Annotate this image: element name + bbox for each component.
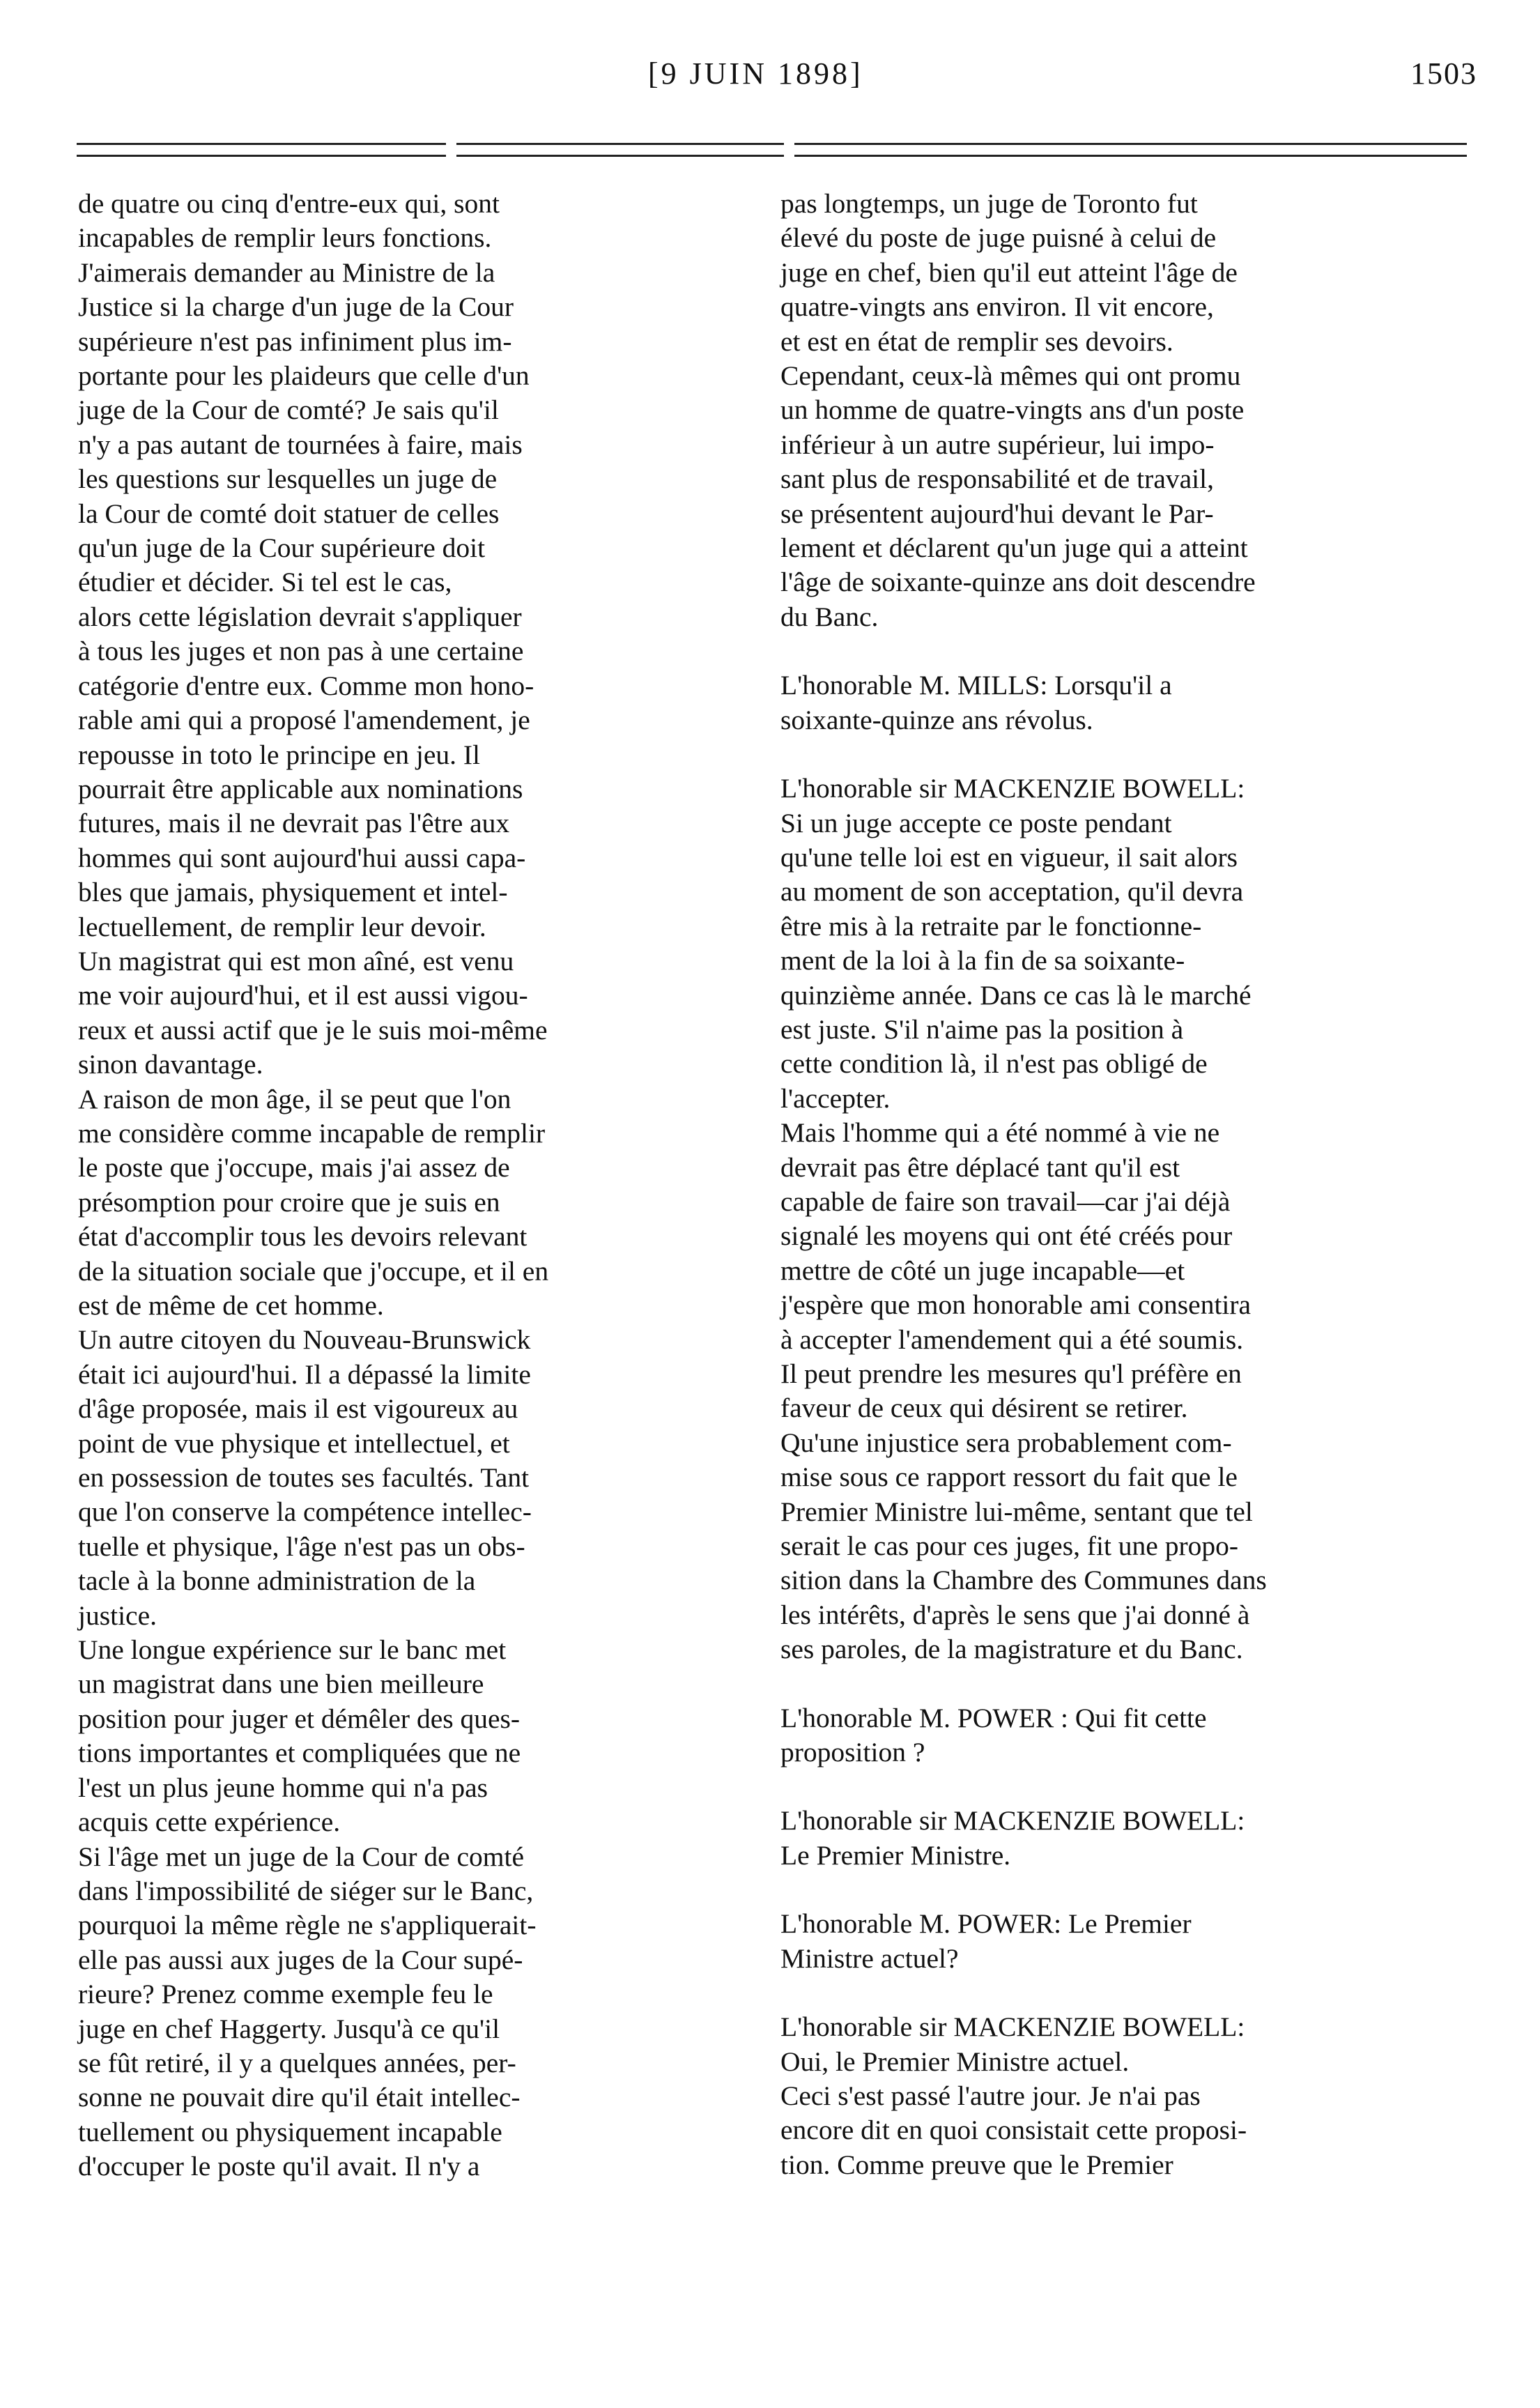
text-line: élevé du poste de juge puisné à celui de (780, 222, 1217, 254)
text-line: Cependant, ceux-là mêmes qui ont promu (780, 360, 1241, 392)
text-line: quatre-vingts ans environ. Il vit encore, (780, 291, 1214, 323)
paragraph-gap (780, 1873, 1467, 1907)
text-line: se présentent aujourd'hui devant le Par- (780, 498, 1214, 529)
text-line: le poste que j'occupe, mais j'ai assez de (78, 1152, 510, 1183)
text-line: être mis à la retraite par le fonctionne- (780, 910, 1202, 942)
text-line: incapables de remplir leurs fonctions. (78, 222, 492, 254)
text-line: était ici aujourd'hui. Il a dépassé la limite (78, 1358, 531, 1390)
text-line: serait le cas pour ces juges, fit une propo- (780, 1531, 1239, 1562)
text-line: à tous les juges et non pas à une certaine (78, 636, 524, 667)
text-line: la Cour de comté doit statuer de celles (78, 498, 500, 529)
text-line: rable ami qui a proposé l'amendement, je (78, 705, 530, 736)
text-line: Si un juge accepte ce poste pendant (780, 807, 1172, 838)
text-line: l'est un plus jeune homme qui n'a pas (78, 1772, 488, 1803)
text-line: est juste. S'il n'aime pas la position à (780, 1013, 1184, 1045)
text-line: est de même de cet homme. (78, 1290, 384, 1321)
header-date: [9 JUIN 1898] (648, 56, 863, 91)
right-column (780, 187, 1467, 2182)
text-line: mise sous ce rapport ressort du fait que le (780, 1462, 1238, 1493)
text-line: proposition ? (780, 1737, 925, 1768)
text-line: ment de la loi à la fin de sa soixante- (780, 945, 1185, 976)
text-line: un magistrat dans une bien meilleure (78, 1669, 484, 1700)
text-line: tuelle et physique, l'âge n'est pas un obs- (78, 1531, 525, 1562)
text-line: état d'accomplir tous les devoirs relevant (78, 1221, 528, 1252)
text-line: Ceci s'est passé l'autre jour. Je n'ai pas (780, 2080, 1201, 2111)
text-line: lement et déclarent qu'un juge qui a atteint (780, 532, 1248, 564)
text-line: de quatre ou cinq d'entre-eux qui, sont (78, 188, 500, 219)
text-line: L'honorable sir MACKENZIE BOWELL: (780, 2011, 1245, 2043)
text-line: juge en chef, bien qu'il eut atteint l'âge de (780, 256, 1238, 288)
header-rule-middle (456, 143, 784, 157)
text-line: se fût retiré, il y a quelques années, per- (78, 2047, 516, 2078)
text-line: point de vue physique et intellectuel, et (78, 1427, 510, 1459)
text-line: cette condition là, il n'est pas obligé de (780, 1048, 1208, 1080)
text-line: sinon davantage. (78, 1049, 263, 1080)
text-line: rieure? Prenez comme exemple feu le (78, 1979, 493, 2010)
text-line: me voir aujourd'hui, et il est aussi vigou- (78, 980, 528, 1011)
text-line: étudier et décider. Si tel est le cas, (78, 567, 452, 598)
header-rule-left (77, 143, 446, 157)
text-line: acquis cette expérience. (78, 1807, 341, 1838)
text-line: pourrait être applicable aux nominations (78, 773, 523, 804)
text-line: Oui, le Premier Ministre actuel. (780, 2046, 1130, 2077)
text-line: présomption pour croire que je suis en (78, 1186, 500, 1218)
text-line: signalé les moyens qui ont été créés pour (780, 1220, 1233, 1252)
text-line: que l'on conserve la compétence intellec- (78, 1496, 532, 1528)
text-line: tuellement ou physiquement incapable (78, 2116, 502, 2147)
text-line: au moment de son acceptation, qu'il devra (780, 876, 1244, 907)
text-line: justice. (78, 1600, 157, 1631)
text-line: me considère comme incapable de remplir (78, 1117, 546, 1149)
text-line: alors cette législation devrait s'appliquer (78, 601, 522, 632)
text-line: J'aimerais demander au Ministre de la (78, 256, 495, 288)
text-line: pas longtemps, un juge de Toronto fut (780, 188, 1198, 219)
text-line: ses paroles, de la magistrature et du Banc. (780, 1634, 1243, 1665)
left-column (78, 187, 764, 2184)
paragraph-gap (780, 634, 1467, 668)
text-line: j'espère que mon honorable ami consentira (780, 1289, 1252, 1321)
text-line: catégorie d'entre eux. Comme mon hono- (78, 670, 534, 701)
text-line: un homme de quatre-vingts ans d'un poste (780, 394, 1245, 426)
text-line: tion. Comme preuve que le Premier (780, 2149, 1173, 2180)
text-line: inférieur à un autre supérieur, lui impo- (780, 429, 1215, 460)
text-line: d'occuper le poste qu'il avait. Il n'y a (78, 2151, 480, 2182)
text-line: Le Premier Ministre. (780, 1839, 1011, 1871)
text-line: mettre de côté un juge incapable—et (780, 1255, 1185, 1286)
text-line: L'honorable sir MACKENZIE BOWELL: (780, 773, 1245, 804)
text-line: Ministre actuel? (780, 1942, 959, 1974)
text-line: tions importantes et compliquées que ne (78, 1738, 521, 1769)
text-line: encore dit en quoi consistait cette proposi- (780, 2115, 1247, 2146)
text-line: capable de faire son travail—car j'ai déjà (780, 1186, 1231, 1217)
text-line: L'honorable M. MILLS: Lorsqu'il a (780, 670, 1172, 701)
text-line: Un magistrat qui est mon aîné, est venu (78, 945, 514, 976)
text-line: repousse in toto le principe en jeu. Il (78, 739, 480, 770)
text-line: lectuellement, de remplir leur devoir. (78, 911, 486, 942)
text-line: position pour juger et démêler des ques- (78, 1703, 521, 1734)
text-line: sition dans la Chambre des Communes dans (780, 1565, 1267, 1596)
text-line: du Banc. (780, 601, 879, 632)
text-line: A raison de mon âge, il se peut que l'on (78, 1083, 511, 1114)
page-number: 1503 (1410, 56, 1477, 91)
text-line: sonne ne pouvait dire qu'il était intellec- (78, 2082, 521, 2113)
text-line: juge de la Cour de comté? Je sais qu'il (78, 394, 499, 426)
text-line: les questions sur lesquelles un juge de (78, 463, 498, 495)
text-line: qu'un juge de la Cour supérieure doit (78, 532, 486, 564)
text-line: de la situation sociale que j'occupe, et il en (78, 1255, 549, 1287)
text-line: quinzième année. Dans ce cas là le marché (780, 979, 1252, 1011)
text-line: pourquoi la même règle ne s'appliquerait- (78, 1910, 537, 1941)
text-line: Premier Ministre lui-même, sentant que tel (780, 1496, 1253, 1527)
text-line: Justice si la charge d'un juge de la Cour (78, 291, 514, 323)
text-line: bles que jamais, physiquement et intel- (78, 877, 508, 908)
paragraph-gap (780, 1667, 1467, 1701)
text-line: dans l'impossibilité de siéger sur le Banc, (78, 1875, 534, 1906)
text-line: tacle à la bonne administration de la (78, 1565, 476, 1597)
text-line: Un autre citoyen du Nouveau-Brunswick (78, 1324, 531, 1356)
text-line: elle pas aussi aux juges de la Cour supé- (78, 1944, 523, 1975)
text-line: Qu'une injustice sera probablement com- (780, 1427, 1232, 1458)
text-line: L'honorable M. POWER : Qui fit cette (780, 1702, 1207, 1733)
text-line: hommes qui sont aujourd'hui aussi capa- (78, 842, 526, 873)
text-line: l'âge de soixante-quinze ans doit descendre (780, 567, 1256, 598)
text-line: n'y a pas autant de tournées à faire, mais (78, 429, 523, 460)
header-rule-right (794, 143, 1467, 157)
text-line: devrait pas être déplacé tant qu'il est (780, 1151, 1180, 1183)
paragraph-gap (780, 1770, 1467, 1804)
text-line: supérieure n'est pas infiniment plus im- (78, 325, 512, 357)
text-line: d'âge proposée, mais il est vigoureux au (78, 1393, 518, 1425)
text-line: l'accepter. (780, 1082, 891, 1114)
text-line: L'honorable M. POWER: Le Premier (780, 1908, 1192, 1940)
text-line: Une longue expérience sur le banc met (78, 1634, 507, 1666)
text-line: faveur de ceux qui désirent se retirer. (780, 1393, 1188, 1424)
text-line: portante pour les plaideurs que celle d'un (78, 360, 530, 392)
text-line: soixante-quinze ans révolus. (780, 704, 1093, 735)
text-line: juge en chef Haggerty. Jusqu'à ce qu'il (78, 2013, 500, 2044)
page-header (0, 56, 1540, 105)
text-line: L'honorable sir MACKENZIE BOWELL: (780, 1805, 1245, 1836)
text-line: Si l'âge met un juge de la Cour de comté (78, 1841, 525, 1872)
text-line: Mais l'homme qui a été nommé à vie ne (780, 1117, 1220, 1149)
text-line: en possession de toutes ses facultés. Tant (78, 1462, 530, 1494)
text-line: les intérêts, d'après le sens que j'ai donné à (780, 1599, 1250, 1630)
text-line: et est en état de remplir ses devoirs. (780, 325, 1173, 357)
text-line: Il peut prendre les mesures qu'l préfère en (780, 1358, 1242, 1389)
paragraph-gap (780, 737, 1467, 772)
text-line: futures, mais il ne devrait pas l'être aux (78, 808, 510, 839)
paragraph-gap (780, 1976, 1467, 2010)
text-line: qu'une telle loi est en vigueur, il sait alors (780, 841, 1238, 873)
text-line: sant plus de responsabilité et de travail, (780, 463, 1214, 495)
text-line: reux et aussi actif que je le suis moi-même (78, 1014, 548, 1045)
text-line: à accepter l'amendement qui a été soumis. (780, 1324, 1244, 1355)
